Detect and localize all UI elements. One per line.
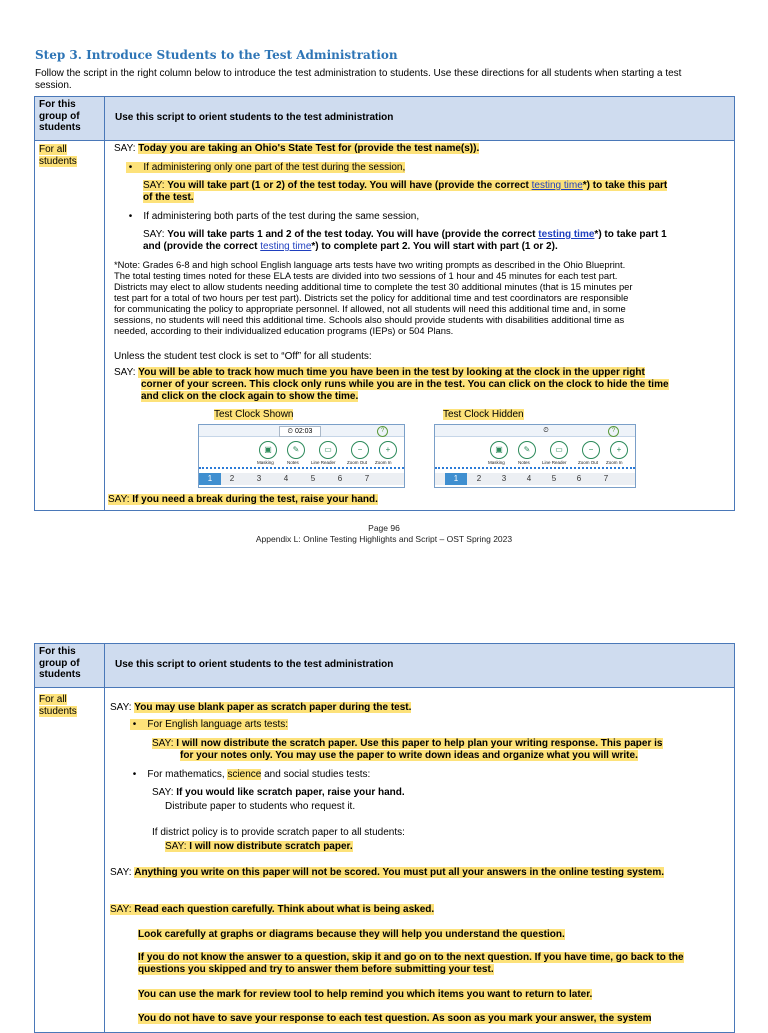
script-line: You do not have to save your response to each test question. As soon as you mark your answer, the system: [138, 1013, 652, 1024]
page-tab[interactable]: 7: [603, 474, 609, 483]
group-cell: For all students: [35, 141, 105, 511]
say-line: SAY: You will take part (1 or 2) of the test today. You will have (provide the correct testing time*) to take this part: [143, 180, 668, 191]
zoom-in-icon[interactable]: +: [379, 441, 397, 459]
page-tab[interactable]: 4: [526, 474, 532, 483]
testing-time-link[interactable]: testing time: [260, 241, 312, 252]
page-tab[interactable]: 3: [501, 474, 507, 483]
note-paragraph: *Note: Grades 6-8 and high school English language arts tests have two writing prompts as described in the Ohio Blueprint. The total testing times noted for these ELA tests are divided into two sessions of 1 hour and 45 minutes for each test part. Districts may elect to allow students needing additional time to complete the test 30 additional minutes (that is 15 minutes per test part for a total of two hours per test part). Districts set the policy for additional time and test coordinators are responsible for communicating the policy to appropriate personnel. If allowed, not all students will need this additional time and, in some sessions, no students will need this additional time. Schools also should provide students with disabilities additional time as needed, according to their individualized education programs (IEPs) or 504 Plans.: [114, 259, 633, 336]
clock-icon: ⏲: [287, 428, 293, 435]
clock-hidden-image: [434, 424, 636, 488]
tool-label: Masking: [488, 460, 505, 465]
page-tab[interactable]: 6: [576, 474, 582, 483]
masking-icon[interactable]: ▣: [490, 441, 508, 459]
say-line-cont: for your notes only. You may use the paper to write down ideas and organize what you will write.: [180, 750, 638, 761]
script-header: Use this script to orient students to the test administration: [105, 644, 735, 688]
notes-icon[interactable]: ✎: [518, 441, 536, 459]
bullet-ela: • For English language arts tests:: [130, 719, 289, 730]
zoom-out-icon[interactable]: −: [582, 441, 600, 459]
say-line: SAY: You may use blank paper as scratch paper during the test.: [110, 702, 412, 713]
say-line-cont: and (provide the correct testing time*) to complete part 2. You will start with part (1 or 2).: [143, 241, 558, 252]
page-tab[interactable]: 1: [199, 473, 221, 485]
script-header: Use this script to orient students to the test administration: [105, 97, 735, 141]
group-cell: For all students: [35, 688, 105, 1033]
zoom-out-icon[interactable]: −: [351, 441, 369, 459]
script-line: Look carefully at graphs or diagrams because they will help you understand the question.: [138, 929, 565, 940]
say-line-cont: corner of your screen. This clock only runs while you are in the test. You can click on the clock to hide the time: [141, 379, 669, 390]
group-header: For this group of students: [35, 644, 105, 688]
say-line: SAY: I will now distribute the scratch paper. Use this paper to help plan your writing response. This paper is: [152, 738, 663, 749]
script-line-cont: questions you skipped and try to answer them before submitting your test.: [138, 964, 494, 975]
say-line: SAY: You will take parts 1 and 2 of the test today. You will have (provide the correct testing time*) to take part 1: [143, 229, 667, 240]
line-reader-icon[interactable]: ▭: [319, 441, 337, 459]
bullet-both-parts: • If administering both parts of the test during the same session,: [126, 211, 420, 222]
say-line: SAY: I will now distribute scratch paper.: [165, 841, 353, 852]
say-line: SAY: You will be able to track how much time you have been in the test by looking at the clock in the upper right: [114, 367, 645, 378]
clock-shown-image: [198, 424, 405, 488]
notes-icon[interactable]: ✎: [287, 441, 305, 459]
tool-label: Zoom Out: [347, 460, 368, 465]
tool-label: Zoom Out: [578, 460, 599, 465]
test-clock[interactable]: ⏲ 02:03: [279, 426, 321, 437]
tool-label: Notes: [287, 460, 299, 465]
clock-hidden-caption: Test Clock Hidden: [443, 409, 524, 420]
group-header: For this group of students: [35, 97, 105, 141]
zoom-in-icon[interactable]: +: [610, 441, 628, 459]
bullet-math-science: • For mathematics, science and social studies tests:: [130, 769, 371, 780]
clock-icon[interactable]: ⏲: [543, 427, 549, 434]
page-tab[interactable]: 7: [364, 474, 370, 483]
tool-label: Notes: [518, 460, 530, 465]
line-reader-icon[interactable]: ▭: [550, 441, 568, 459]
step-title: Step 3. Introduce Students to the Test Administration: [35, 48, 398, 62]
unless-line: Unless the student test clock is set to “Off” for all students:: [114, 351, 372, 362]
page-number: Page 96: [368, 523, 400, 533]
help-icon[interactable]: ?: [377, 426, 388, 437]
say-line: SAY: If you need a break during the test, raise your hand.: [108, 494, 378, 505]
tool-label: Line Reader: [542, 460, 567, 465]
script-line: If you do not know the answer to a question, skip it and go on to the next question. If you have time, go back to the: [138, 952, 684, 963]
tool-label: Zoom In: [606, 460, 623, 465]
page-tab[interactable]: 3: [256, 474, 262, 483]
testing-time-link[interactable]: testing time: [538, 229, 595, 240]
tool-label: Line Reader: [311, 460, 336, 465]
page-tab[interactable]: 5: [551, 474, 557, 483]
say-line-cont: and click on the clock again to show the time.: [141, 391, 359, 402]
distribute-line: Distribute paper to students who request it.: [165, 801, 356, 812]
say-line: SAY: Read each question carefully. Think about what is being asked.: [110, 904, 435, 915]
tool-label: Masking: [257, 460, 274, 465]
script-line: You can use the mark for review tool to help remind you which items you want to return to later.: [138, 989, 593, 1000]
say-line-cont: of the test.: [143, 192, 194, 203]
page-tab[interactable]: 2: [229, 474, 235, 483]
intro-text-cont: session.: [35, 80, 72, 91]
say-line: SAY: Today you are taking an Ohio's State Test for (provide the test name(s)).: [114, 143, 480, 154]
policy-line: If district policy is to provide scratch paper to all students:: [152, 827, 405, 838]
say-line: SAY: Anything you write on this paper will not be scored. You must put all your answers in the online testing system.: [110, 867, 664, 878]
testing-time-link[interactable]: testing time: [531, 180, 583, 191]
say-line: SAY: If you would like scratch paper, raise your hand.: [152, 787, 405, 798]
footer-title: Appendix L: Online Testing Highlights and Script – OST Spring 2023: [255, 534, 513, 544]
masking-icon[interactable]: ▣: [259, 441, 277, 459]
page-tab[interactable]: 1: [445, 473, 467, 485]
page-tab[interactable]: 4: [283, 474, 289, 483]
help-icon[interactable]: ?: [608, 426, 619, 437]
bullet-one-part: • If administering only one part of the test during the session,: [126, 162, 406, 173]
tool-label: Zoom In: [375, 460, 392, 465]
page-tab[interactable]: 6: [337, 474, 343, 483]
intro-text: Follow the script in the right column below to introduce the test administration to students. Use these directions for all students when starting a test: [35, 68, 682, 79]
clock-shown-caption: Test Clock Shown: [214, 409, 294, 420]
page-tab[interactable]: 5: [310, 474, 316, 483]
page-tab[interactable]: 2: [476, 474, 482, 483]
